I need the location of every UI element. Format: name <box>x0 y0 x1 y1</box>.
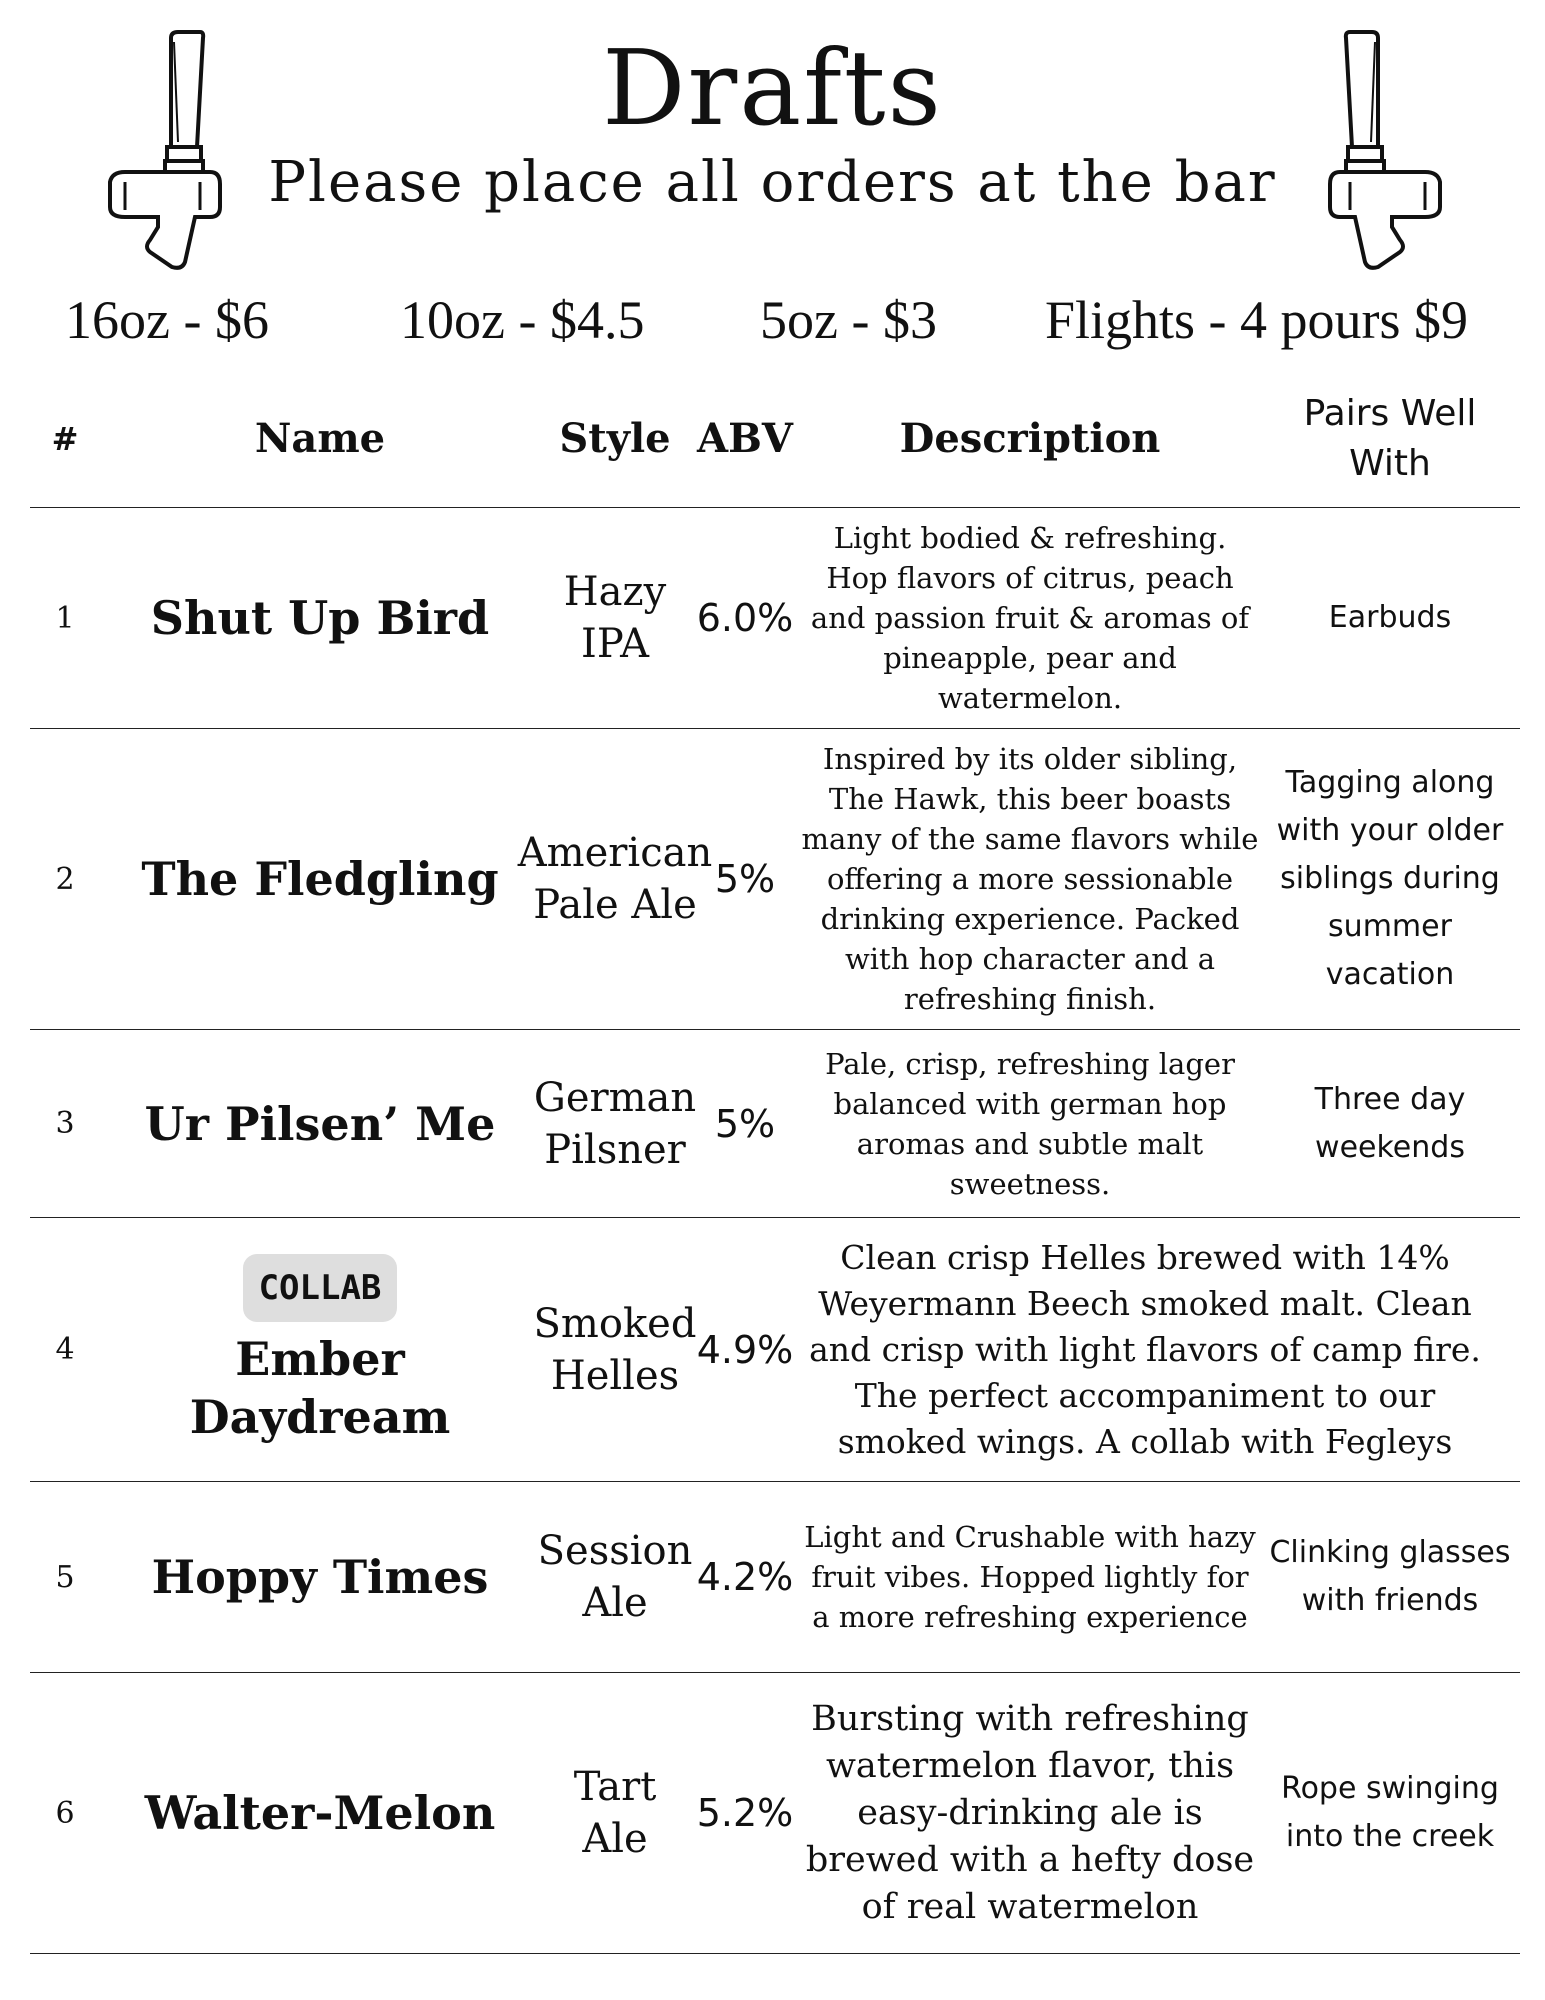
beer-description: Bursting with refreshing watermelon flavor, this easy-drinking ale is brewed with a hefty dose of real watermelon <box>805 1698 1255 1927</box>
beer-name: Shut Up Bird <box>150 591 490 645</box>
header-style: Style <box>559 414 671 462</box>
beer-style: Tart Ale <box>573 1764 657 1862</box>
beer-pairing: Rope swinging into the creek <box>1281 1771 1499 1854</box>
beer-style: Session Ale <box>537 1528 693 1626</box>
table-header <box>30 370 1520 508</box>
beer-abv: 5% <box>714 1101 776 1146</box>
page-subtitle: Please place all orders at the bar <box>268 150 1277 215</box>
beer-description: Clean crisp Helles brewed with 14% Weyermann Beech smoked malt. Clean and crisp with light flavors of camp fire. The perfect accompaniment to our smoked wings. A collab with Fegleys <box>809 1237 1481 1461</box>
beer-number: 2 <box>55 861 75 897</box>
beer-abv: 5.2% <box>696 1791 794 1835</box>
beer-number: 6 <box>55 1795 75 1831</box>
beer-style: Hazy IPA <box>563 569 667 667</box>
table-row <box>30 1030 1520 1218</box>
beer-description: Pale, crisp, refreshing lager balanced with german hop aromas and subtle malt sweetness. <box>825 1046 1235 1201</box>
beer-style: Smoked Helles <box>533 1300 697 1399</box>
table-row <box>30 1218 1520 1482</box>
beer-pairing: Tagging along with your older siblings during summer vacation <box>1276 765 1504 992</box>
price-5oz: 5oz - $3 <box>760 290 937 350</box>
beer-name: Ember Daydream <box>189 1331 451 1444</box>
beer-abv: 4.2% <box>696 1555 794 1599</box>
beer-abv: 6.0% <box>696 596 794 640</box>
beer-number: 4 <box>55 1332 75 1367</box>
page-title: Drafts <box>602 27 943 149</box>
beer-abv: 5% <box>714 857 776 901</box>
header-num: # <box>51 419 79 458</box>
draft-table <box>30 370 1520 1954</box>
beer-pairing: Clinking glasses with friends <box>1269 1535 1511 1618</box>
beer-style: German Pilsner <box>533 1074 697 1173</box>
beer-number: 5 <box>55 1559 75 1595</box>
table-row <box>30 1482 1520 1673</box>
beer-abv: 4.9% <box>696 1327 794 1372</box>
beer-number: 3 <box>55 1106 75 1141</box>
header-description: Description <box>899 414 1161 462</box>
collab-badge: COLLAB <box>243 1254 398 1322</box>
beer-pairing: Three day weekends <box>1314 1081 1466 1165</box>
beer-description: Light and Crushable with hazy fruit vibes. Hopped lightly for a more refreshing experience <box>804 1520 1256 1634</box>
beer-number: 1 <box>55 600 75 636</box>
price-10oz: 10oz - $4.5 <box>400 290 645 350</box>
beer-style: American Pale Ale <box>517 830 713 928</box>
table-row <box>30 508 1520 729</box>
header-abv: ABV <box>697 415 793 462</box>
price-flights: Flights - 4 pours $9 <box>1045 290 1469 350</box>
beer-name: The Fledgling <box>141 852 499 906</box>
beer-pairing: Earbuds <box>1328 600 1452 635</box>
beer-name: Hoppy Times <box>151 1550 489 1604</box>
header-name: Name <box>254 414 386 462</box>
price-16oz: 16oz - $6 <box>65 290 269 350</box>
table-row <box>30 729 1520 1030</box>
beer-description: Inspired by its older sibling, The Hawk, this beer boasts many of the same flavors while offering a more sessionable drinking experience. Packed with hop character and a refreshing finish. <box>801 742 1259 1016</box>
beer-description: Light bodied & refreshing. Hop flavors of citrus, peach and passion fruit & aromas of pineapple, pear and watermelon. <box>810 521 1250 715</box>
beer-name: Walter-Melon <box>144 1786 496 1840</box>
header-pairs-with: Pairs Well With <box>1303 392 1477 484</box>
beer-name: Ur Pilsen’ Me <box>144 1096 496 1151</box>
beer-name-cell <box>100 1254 540 1446</box>
table-row <box>30 1673 1520 1954</box>
